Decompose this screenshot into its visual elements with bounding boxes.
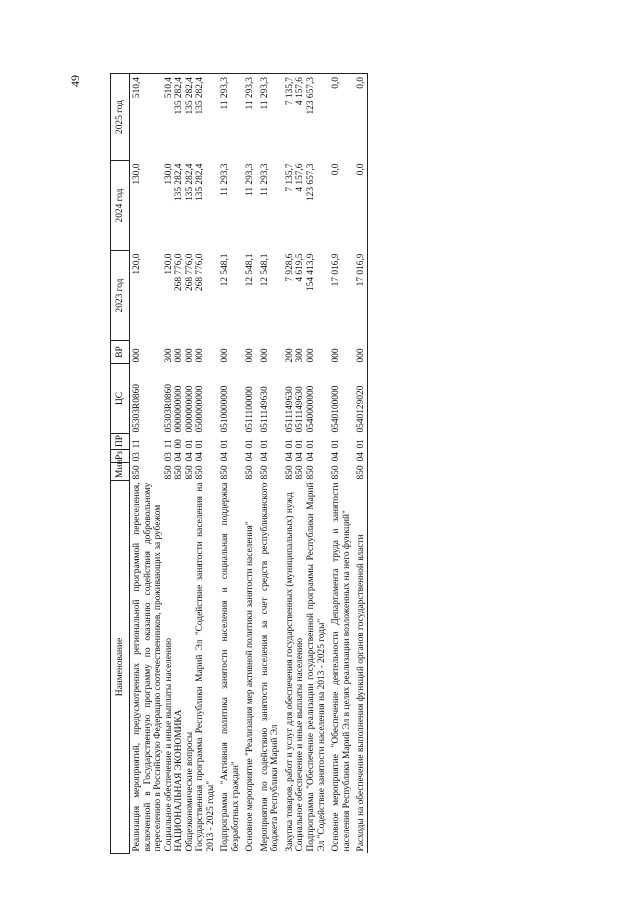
row-name: Общеэкономические вопросы [184, 731, 195, 852]
row-rz: 04 [305, 452, 316, 462]
row-pr: 01 [352, 434, 367, 450]
row-2024: 0,0 [331, 163, 342, 176]
row-rz: 03 [132, 452, 142, 462]
table-row [327, 74, 352, 854]
row-cs: 0500000000 [195, 385, 206, 433]
table-row [130, 74, 164, 854]
row-min: 850 [331, 465, 342, 480]
table-row [216, 74, 241, 854]
row-pr: 01 [245, 439, 256, 449]
row-vr: 000 [174, 348, 185, 363]
page-number: 49 [68, 75, 82, 87]
row-2024: 130,0 [132, 163, 142, 185]
row-2023: 12 548,1 [220, 253, 231, 287]
row-name: Реализация мероприятий, предусмотренных региональной программой переселения, включенной в Государственную программу по оказанию содействия добровольному переселению в Российскую Федерацию соотечественников, проживающих за рубежом [132, 482, 164, 852]
row-pr: 01 [184, 439, 195, 449]
row-rz: 04 [259, 452, 270, 462]
table-row [281, 74, 296, 854]
row-pr: 01 [331, 439, 342, 449]
row-vr: 000 [352, 341, 367, 364]
row-name: Мероприятия по содействию занятости населения за счет средств республиканского бюджета Республики Марий Эл [259, 482, 281, 852]
row-2025: 510,4 [164, 74, 175, 161]
row-min: 850 [174, 465, 185, 480]
row-pr: 11 [163, 439, 174, 449]
row-pr: 11 [132, 439, 142, 449]
row-2023: 268 776,0 [174, 253, 185, 291]
row-2023: 4 619,5 [295, 253, 306, 282]
rotated-table-container [110, 74, 570, 854]
row-name: НАЦИОНАЛЬНАЯ ЭКОНОМИКА [174, 709, 185, 852]
row-name: Закупка товаров, работ и услуг для обеспечения государственных (муниципальных) нужд [284, 492, 295, 852]
row-cs: 05303R0860 [132, 384, 142, 433]
row-cs: 0000000000 [174, 385, 185, 433]
row-2025: 11 293,3 [216, 74, 241, 161]
row-cs: 0540100000 [331, 385, 342, 433]
row-pr: 01 [295, 439, 306, 449]
table-row [185, 74, 196, 854]
row-cs: 0510000000 [220, 385, 231, 433]
table-row [241, 74, 256, 854]
table-header [111, 74, 130, 854]
row-vr: 000 [245, 348, 256, 363]
row-rz: 04 [220, 452, 231, 462]
row-min: 850 [295, 465, 306, 480]
row-2025: 4 157,6 [295, 74, 306, 161]
header-rz: Рз [111, 450, 130, 463]
header-vr: ВР [111, 341, 130, 364]
row-cs: 0511149630 [259, 386, 270, 433]
header-2024: 2024 год [111, 161, 130, 251]
row-2023: 120,0 [163, 253, 174, 275]
row-2023: 12 548,1 [259, 253, 270, 287]
row-pr: 01 [305, 439, 316, 449]
row-vr: 000 [132, 348, 142, 363]
row-pr: 01 [195, 439, 206, 449]
row-2025: 11 293,3 [241, 74, 256, 161]
row-vr: 000 [184, 348, 195, 363]
row-vr: 000 [259, 348, 270, 363]
table-row [306, 74, 327, 854]
row-vr: 200 [284, 348, 295, 363]
row-rz: 04 [284, 452, 295, 462]
row-2023: 17 016,9 [331, 253, 342, 287]
row-pr: 00 [174, 439, 185, 449]
row-2024: 11 293,3 [259, 163, 270, 196]
row-2025: 510,4 [130, 74, 164, 161]
row-min: 850 [284, 465, 295, 480]
row-min: 850 [132, 465, 142, 480]
row-2025: 135 282,4 [185, 74, 196, 161]
row-min: 850 [305, 465, 316, 480]
row-2023: 268 776,0 [195, 253, 206, 291]
row-rz: 04 [174, 452, 185, 462]
row-min: 850 [184, 465, 195, 480]
row-vr: 300 [163, 348, 174, 363]
header-min: Мин [111, 463, 130, 481]
row-rz: 03 [163, 452, 174, 462]
header-2023: 2023 год [111, 251, 130, 341]
row-2024: 11 293,3 [245, 163, 256, 196]
budget-table [110, 73, 368, 854]
table-row [295, 74, 306, 854]
row-pr: 01 [284, 439, 295, 449]
header-name: Наименование [111, 481, 130, 854]
row-cs: 05303R0860 [163, 384, 174, 433]
row-name: Основное мероприятие "Реализация мер активной политики занятости населения" [245, 521, 256, 852]
table-row [256, 74, 281, 854]
header-cs: ЦС [111, 364, 130, 434]
row-rz: 04 [295, 452, 306, 462]
row-rz: 04 [331, 452, 342, 462]
row-name: Подпрограмма "Активная политика занятости населения и социальная поддержка безработных граждан" [220, 482, 241, 852]
row-rz: 04 [195, 452, 206, 462]
row-2024: 11 293,3 [220, 163, 231, 196]
header-2025: 2025 год [111, 74, 130, 161]
row-vr: 000 [305, 348, 316, 363]
row-vr: 000 [195, 348, 206, 363]
row-2024: 135 282,4 [195, 163, 206, 201]
row-cs: 0511149630 [284, 386, 295, 433]
row-rz: 04 [184, 452, 195, 462]
header-pr: ПР [111, 434, 130, 450]
row-2023: 17 016,9 [352, 251, 367, 341]
row-min: 850 [220, 465, 231, 480]
row-2024: 135 282,4 [174, 163, 185, 201]
row-min: 850 [352, 463, 367, 481]
row-2023: 120,0 [132, 253, 142, 275]
table-body [130, 74, 368, 854]
row-rz: 04 [352, 450, 367, 463]
row-min: 850 [245, 465, 256, 480]
row-pr: 01 [259, 439, 270, 449]
row-cs: 0511149630 [295, 386, 306, 433]
table-row [164, 74, 175, 854]
row-cs: 0540000000 [305, 385, 316, 433]
row-name: Расходы на обеспечение выполнения функций органов государственной власти [352, 481, 367, 854]
row-vr: 000 [331, 348, 342, 363]
row-name: Подпрограмма "Обеспечение реализации государственной программы Республики Марий Эл "Содействие занятости населения на 2013 - 2025 годы" [305, 482, 327, 852]
row-pr: 01 [220, 439, 231, 449]
row-name: Государственная программа Республики Марий Эл "Содействие занятости населения на 2013 - 2025 годы" [195, 482, 216, 852]
row-2024: 7 135,7 [284, 163, 295, 192]
row-min: 850 [163, 465, 174, 480]
row-2024: 135 282,4 [184, 163, 195, 201]
row-vr: 000 [220, 348, 231, 363]
row-cs: 0540129020 [352, 364, 367, 434]
row-2025: 0,0 [352, 74, 367, 161]
row-name: Основное мероприятие "Обеспечение деятельности Департамента труда и занятости населения Республики Марий Эл в целях реализации возложенных на него функций" [331, 482, 352, 852]
row-vr: 300 [295, 348, 306, 363]
row-2023: 154 413,9 [305, 253, 316, 291]
row-2024: 4 157,6 [295, 163, 306, 192]
row-2023: 7 928,6 [284, 253, 295, 282]
table-row [195, 74, 216, 854]
row-2025: 7 135,7 [281, 74, 296, 161]
row-2023: 268 776,0 [184, 253, 195, 291]
table-row [352, 74, 367, 854]
row-name: Социальное обеспечение и иные выплаты населению [163, 637, 174, 852]
row-rz: 04 [245, 452, 256, 462]
row-2025: 11 293,3 [256, 74, 281, 161]
row-name: Социальное обеспечение и иные выплаты населению [295, 637, 306, 852]
row-2025: 0,0 [327, 74, 352, 161]
row-min: 850 [259, 465, 270, 480]
row-2023: 12 548,1 [245, 253, 256, 287]
row-2024: 0,0 [352, 161, 367, 251]
row-min: 850 [195, 465, 206, 480]
row-cs: 0511100000 [245, 386, 256, 433]
row-2025: 123 657,3 [306, 74, 327, 161]
row-2025: 135 282,4 [195, 74, 216, 161]
table-row [174, 74, 185, 854]
row-cs: 0000000000 [184, 385, 195, 433]
row-2025: 135 282,4 [174, 74, 185, 161]
row-2024: 130,0 [163, 163, 174, 185]
row-2024: 123 657,3 [305, 163, 316, 201]
